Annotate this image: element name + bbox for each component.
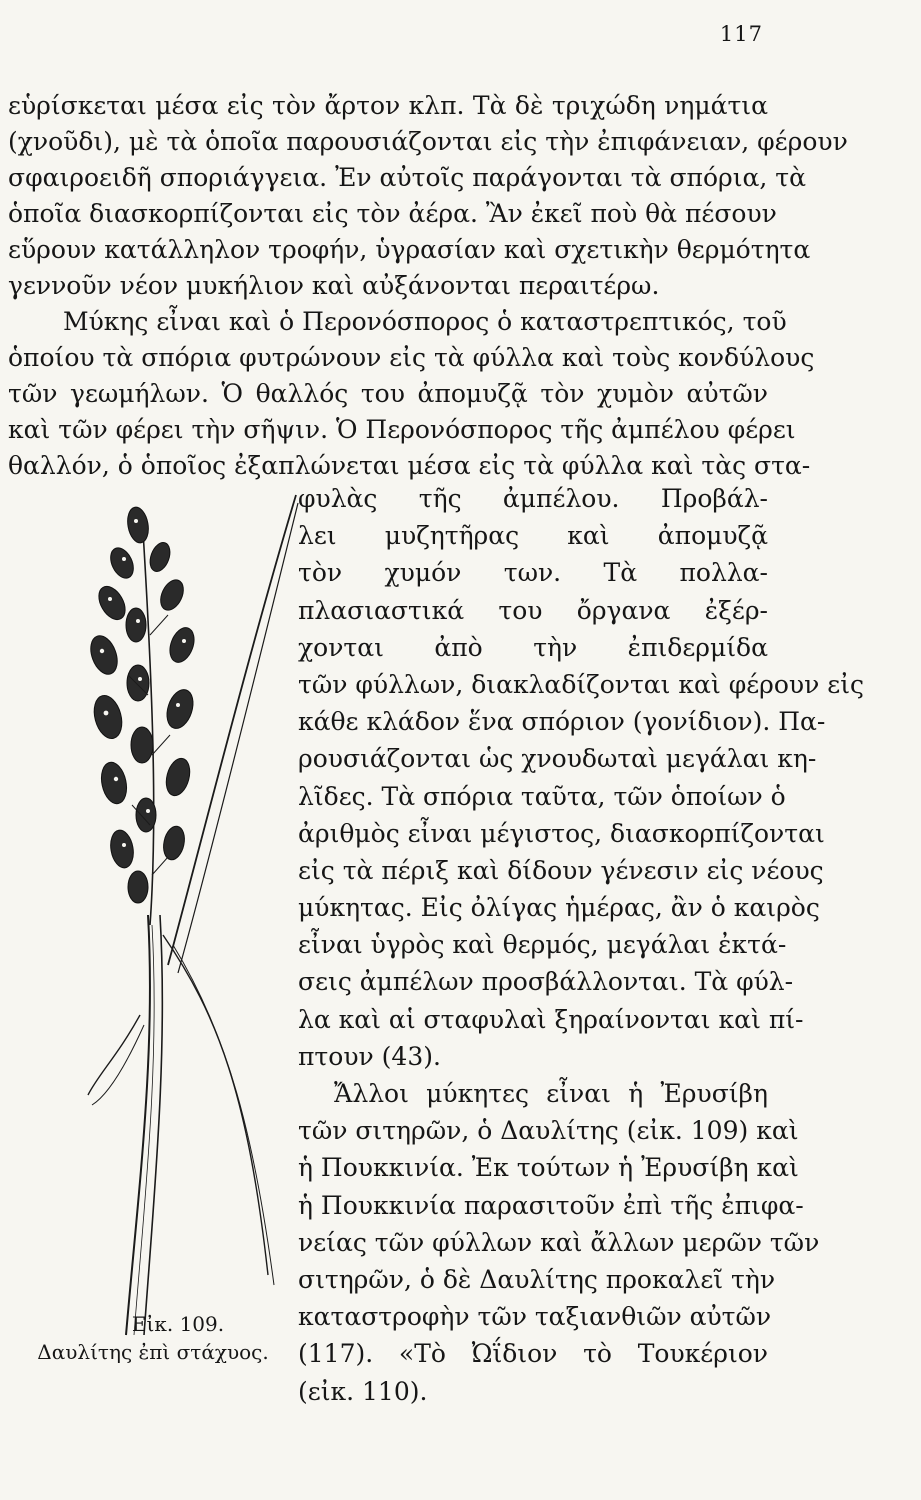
text-line: (εἰκ. 110).	[298, 1376, 428, 1406]
text-line: τὸν χυμόν των. Τὰ πολλα-	[298, 558, 768, 588]
full-width-text	[8, 88, 848, 484]
text-line: λῖδες. Τὰ σπόρια ταῦτα, τῶν ὁποίων ὁ	[298, 781, 786, 811]
text-line: σφαιροειδῆ σποριάγγεια. Ἐν αὐτοῖς παράγονται τὰ σπόρια, τὰ	[8, 163, 806, 192]
text-line: Μύκης εἶναι καὶ ὁ Περονόσπορος ὁ καταστρεπτικός, τοῦ	[63, 307, 787, 336]
text-line: εἶναι ὑγρὸς καὶ θερμός, μεγάλαι ἐκτά-	[298, 930, 787, 960]
text-line: ὁποίου τὰ σπόρια φυτρώνουν εἰς τὰ φύλλα καὶ τοὺς κονδύλους	[8, 343, 815, 372]
text-line: σεις ἀμπέλων προσβάλλονται. Τὰ φύλ-	[298, 967, 794, 997]
smut-on-spike-illustration	[78, 495, 298, 1335]
text-line: (117). «Τὸ Ὠΐδιον τὸ Τουκέριον	[298, 1339, 768, 1369]
wrapped-text-column	[298, 480, 864, 1410]
text-line: καταστροφὴν τῶν ταξιανθιῶν αὐτῶν	[298, 1302, 772, 1332]
text-line: εἰς τὰ πέριξ καὶ δίδουν γένεσιν εἰς νέους	[298, 855, 824, 885]
text-line: εὕρουν κατάλληλον τροφήν, ὑγρασίαν καὶ σχετικὴν θερμότητα	[8, 235, 811, 264]
text-line: πλασιαστικά του ὄργανα ἐξέρ-	[298, 595, 768, 625]
text-line: λει μυζητῆρας καὶ ἀπομυζᾷ	[298, 521, 768, 551]
text-line: εὑρίσκεται μέσα εἰς τὸν ἄρτον κλπ. Τὰ δὲ τριχώδη νημάτια	[8, 91, 768, 120]
text-line: λα καὶ αἱ σταφυλαὶ ξηραίνονται καὶ πί-	[298, 1004, 804, 1034]
text-line: ἡ Πουκκινία παρασιτοῦν ἐπὶ τῆς ἐπιφα-	[298, 1190, 804, 1220]
text-line: γεννοῦν νέον μυκήλιον καὶ αὐξάνονται περαιτέρω.	[8, 271, 660, 300]
text-line: νείας τῶν φύλλων καὶ ἄλλων μερῶν τῶν	[298, 1227, 820, 1257]
text-line: σιτηρῶν, ὁ δὲ Δαυλίτης προκαλεῖ τὴν	[298, 1264, 776, 1294]
text-line: πτουν (43).	[298, 1041, 441, 1071]
text-line: τῶν γεωμήλων. Ὁ θαλλός του ἀπομυζᾷ τὸν χυμὸν αὐτῶν	[8, 379, 768, 408]
text-line: χονται ἀπὸ τὴν ἐπιδερμίδα	[298, 632, 768, 662]
text-line: τῶν φύλλων, διακλαδίζονται καὶ φέρουν εἰς	[298, 669, 864, 699]
text-line: τῶν σιτηρῶν, ὁ Δαυλίτης (εἰκ. 109) καὶ	[298, 1116, 799, 1146]
text-line: κάθε κλάδον ἕνα σπόριον (γονίδιον). Πα-	[298, 707, 826, 737]
figure-caption	[18, 1310, 288, 1366]
text-line: ἡ Πουκκινία. Ἐκ τούτων ἡ Ἐρυσίβη καὶ	[298, 1153, 799, 1183]
text-line: ἀριθμὸς εἶναι μέγιστος, διασκορπίζονται	[298, 818, 825, 848]
text-line: ρουσιάζονται ὡς χνουδωταὶ μεγάλαι κη-	[298, 744, 817, 774]
text-line: Ἄλλοι μύκητες εἶναι ἡ Ἐρυσίβη	[334, 1079, 768, 1108]
text-line: ὁποῖα διασκορπίζονται εἰς τὸν ἀέρα. Ἂν ἐκεῖ ποὺ θὰ πέσουν	[8, 199, 777, 228]
figure-title: Δαυλίτης ἐπὶ στάχυος.	[37, 1340, 269, 1364]
text-line: καὶ τῶν φέρει τὴν σῆψιν. Ὁ Περονόσπορος τῆς ἀμπέλου φέρει	[8, 415, 796, 444]
text-line: θαλλόν, ὁ ὁποῖος ἐξαπλώνεται μέσα εἰς τὰ φύλλα καὶ τὰς στα-	[8, 451, 811, 480]
text-line: μύκητας. Εἰς ὀλίγας ἡμέρας, ἂν ὁ καιρὸς	[298, 893, 820, 923]
figure-number: Εἰκ. 109.	[131, 1312, 225, 1336]
text-line: φυλὰς τῆς ἀμπέλου. Προβάλ-	[298, 484, 768, 513]
page-number: 117	[719, 22, 763, 46]
text-line: (χνοῦδι), μὲ τὰ ὁποῖα παρουσιάζονται εἰς τὴν ἐπιφάνειαν, φέρουν	[8, 127, 848, 156]
